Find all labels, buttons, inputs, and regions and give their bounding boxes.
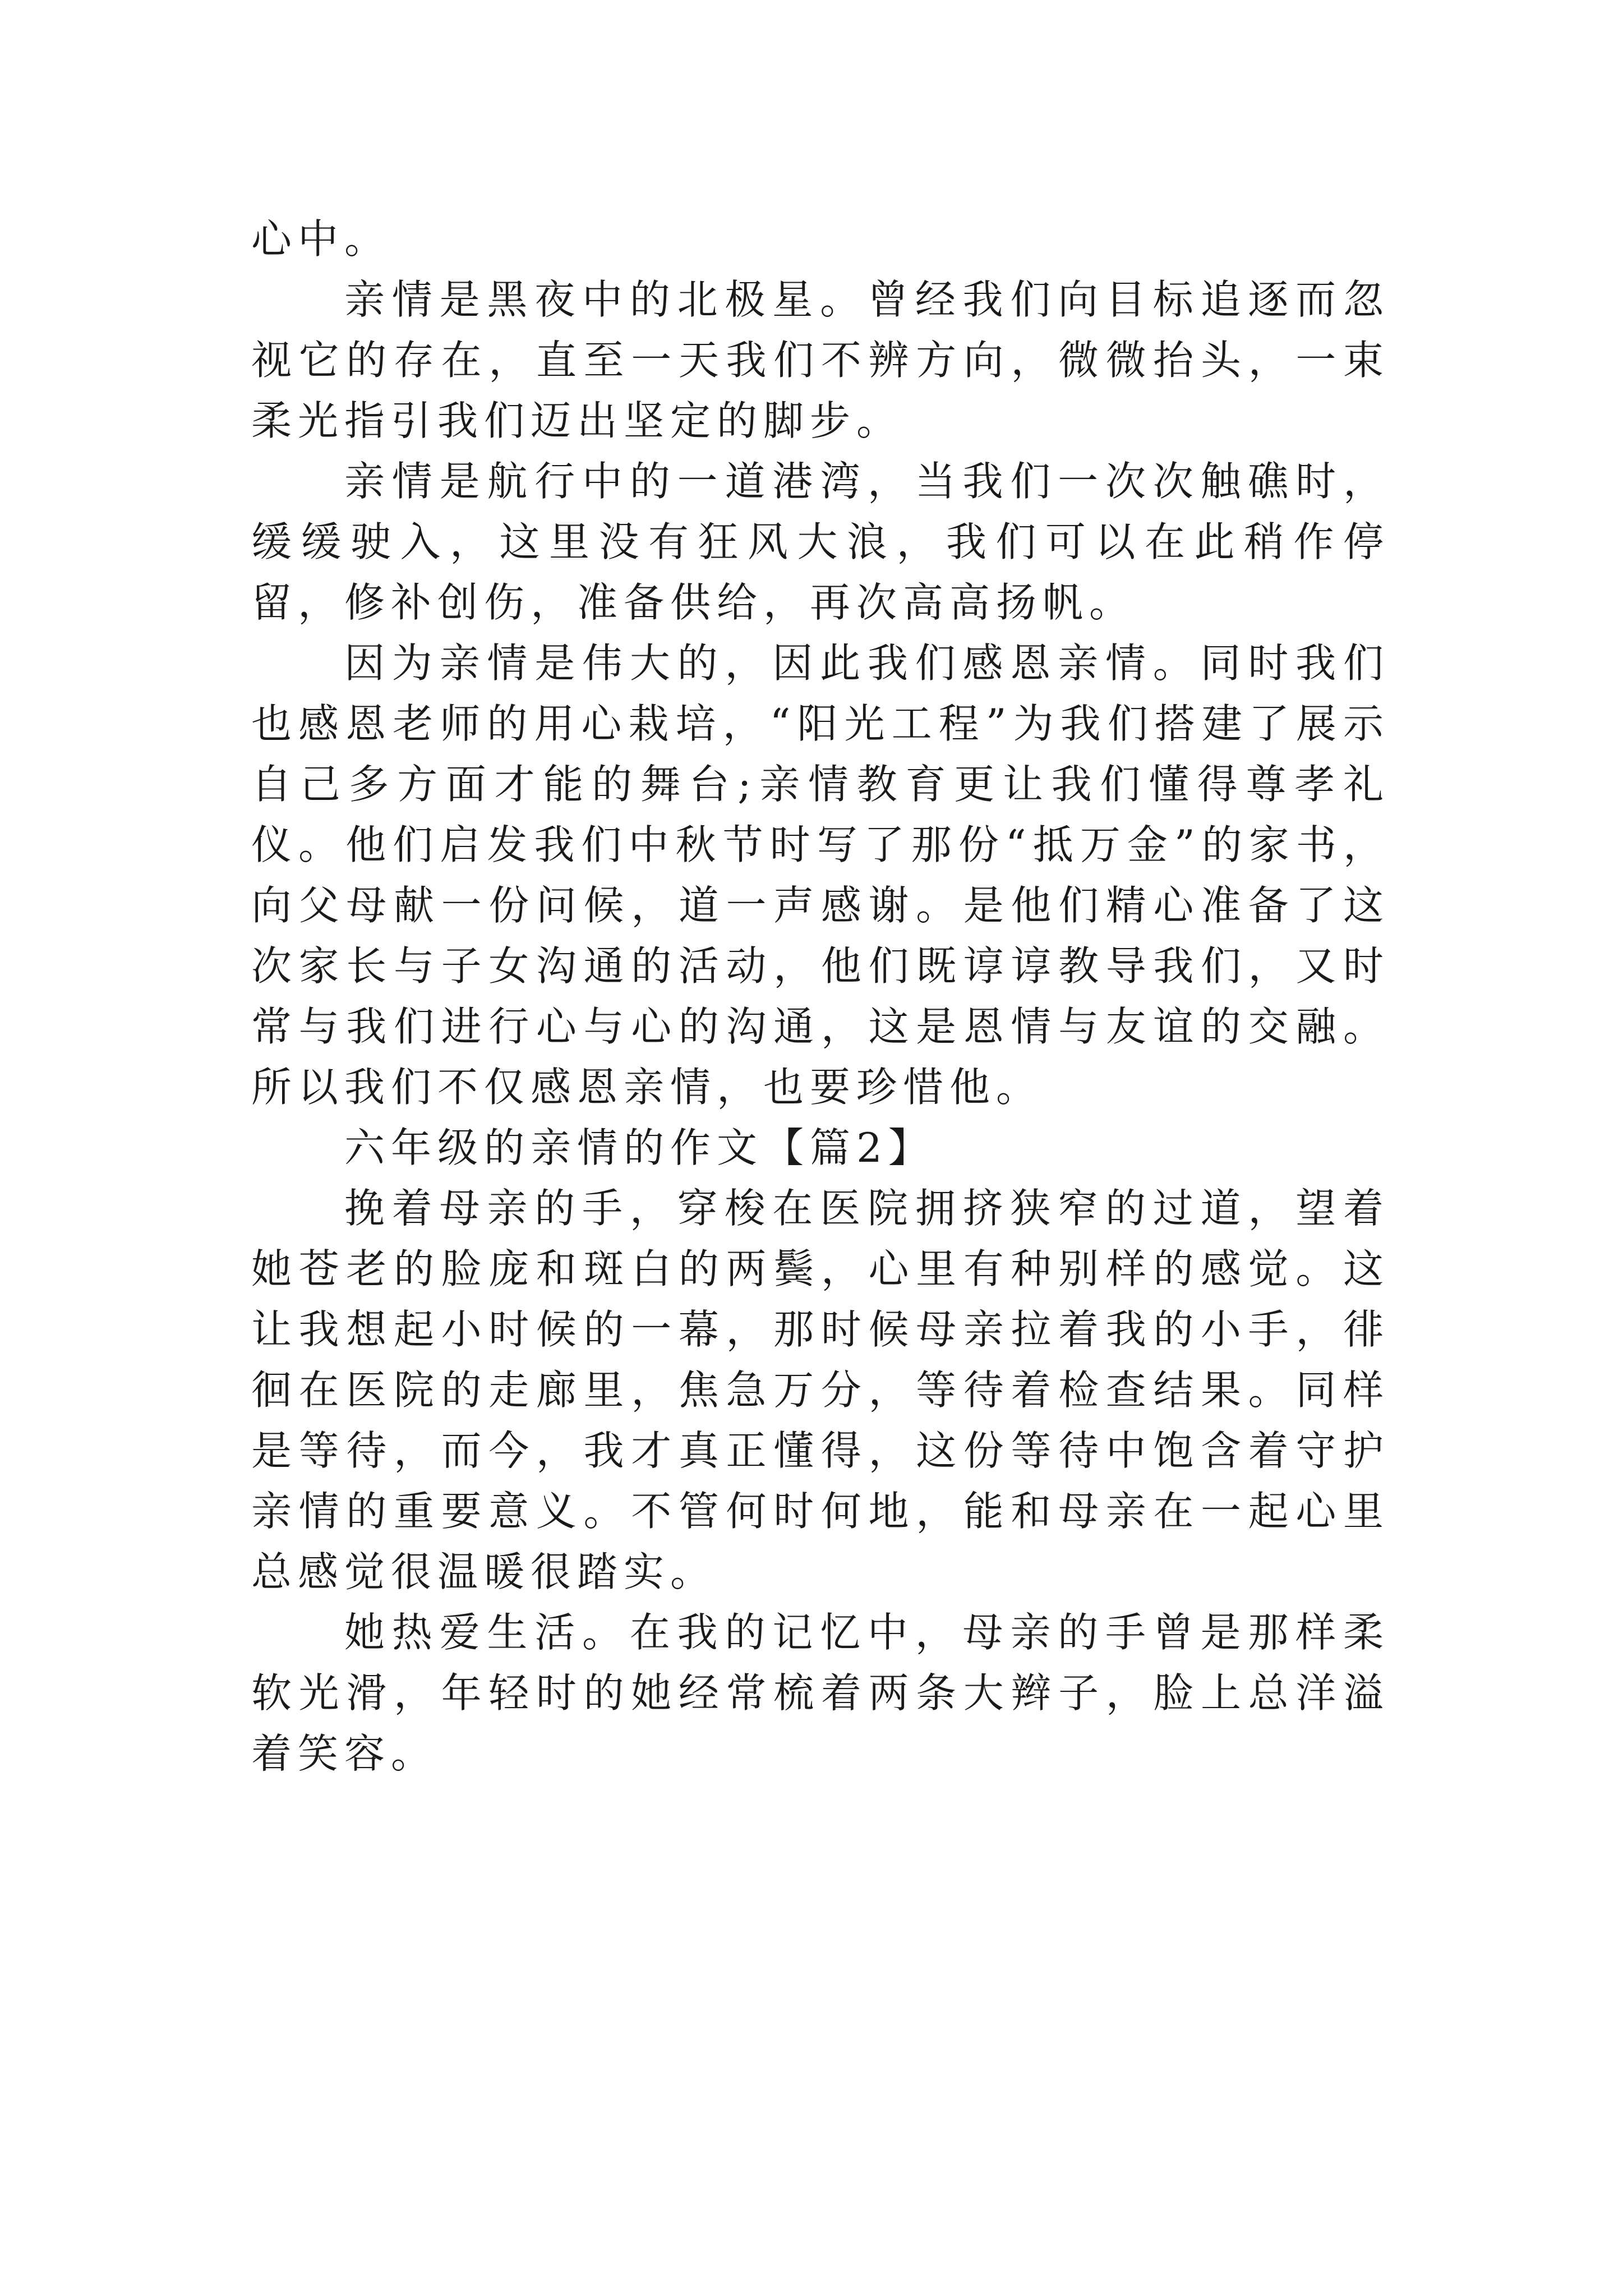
paragraph-mother-life: 她热爱生活。在我的记忆中，母亲的手曾是那样柔软光滑，年轻时的她经常梳着两条大辫子，脸上总洋溢着笑容。: [251, 1609, 1390, 1777]
section-heading: 六年级的亲情的作文【篇2】: [344, 1124, 935, 1171]
paragraph-harbor: 亲情是航行中的一道港湾，当我们一次次触礁时，缓缓驶入，这里没有狂风大浪，我们可以在此稍作停留，修补创伤，准备供给，再次高高扬帆。: [251, 458, 1390, 626]
paragraph-north-star: 亲情是黑夜中的北极星。曾经我们向目标追逐而忽视它的存在，直至一天我们不辨方向，微微抬头，一束柔光指引我们迈出坚定的脚步。: [251, 276, 1390, 444]
paragraph-gratitude: 因为亲情是伟大的，因此我们感恩亲情。同时我们也感恩老师的用心栽培，“阳光工程”为我们搭建了展示自己多方面才能的舞台;亲情教育更让我们懂得尊孝礼仪。他们启发我们中秋节时写了那份“抵万金”的家书，向父母献一份问候，道一声感谢。是他们精心准备了这次家长与子女沟通的活动，他们既谆谆教导我们，又时常与我们进行心与心的沟通，这是恩情与友谊的交融。所以我们不仅感恩亲情，也要珍惜他。: [251, 639, 1390, 1111]
paragraph-continuation: 心中。: [251, 215, 391, 263]
paragraph-hospital: 挽着母亲的手，穿梭在医院拥挤狭窄的过道，望着她苍老的脸庞和斑白的两鬓，心里有种别样的感觉。这让我想起小时候的一幕，那时候母亲拉着我的小手，徘徊在医院的走廊里，焦急万分，等待着检查结果。同样是等待，而今，我才真正懂得，这份等待中饱含着守护亲情的重要意义。不管何时何地，能和母亲在一起心里总感觉很温暖很踏实。: [251, 1185, 1390, 1595]
document-body: [251, 209, 1390, 1784]
